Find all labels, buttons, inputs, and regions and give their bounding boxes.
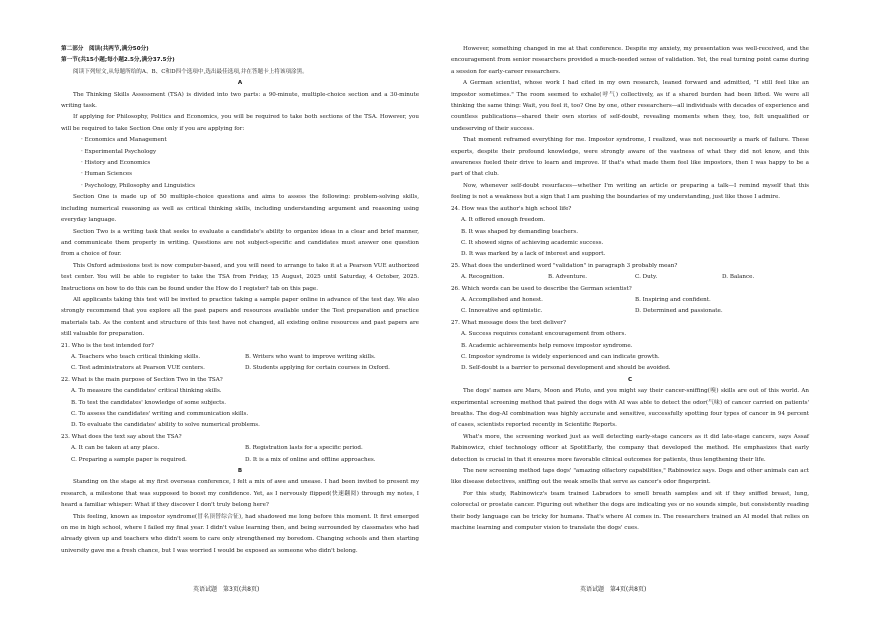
question-24-options (451, 215, 809, 261)
course-bullet: · Psychology, Philosophy and Linguistics (81, 182, 195, 189)
option: C. It showed signs of achieving academic success. (461, 239, 604, 246)
passage-b-paragraph: That moment reframed everything for me. Impostor syndrome, I realized, was not necessarily a mark of failure. These experts, despite their profound knowledge, were strongly aware of the vastness of what they did not know, and this awareness fueled their drive to learn and improve. If that's what made them feel like impostors, then I was happy to be a part of that club. (451, 137, 809, 178)
passage-c-paragraph: The dogs' names are Mars, Moon and Pluto, and you might say their cancer-sniffing(嗅) skills are out of this world. An experimental screening method that paired the dogs with AI was able to detect the odor(气味) of cancer carried on patients' breaths. The dog-AI combination was highly accurate and sensitive, successfully spotting four types of cancer in 94 percent of cases, scientists reported recently in Scientific Reports. (451, 388, 809, 429)
course-bullet: · Human Sciences (81, 171, 133, 178)
course-bullet: · Experimental Psychology (81, 148, 157, 155)
option: B. Inspiring and confident. (635, 296, 711, 303)
passage-a-label: A (237, 80, 243, 87)
course-bullet: · Economics and Management (81, 137, 167, 144)
passage-b-paragraph: Now, whenever self-doubt resurfaces—whether I'm writing an article or preparing a talk—I remind myself that this feeling is not a weakness but a sign that I am pushing the boundaries of my understanding, just like those I admire. (451, 182, 809, 201)
instruction: 阅读下列短文,从每题所给的A、B、C和D四个选项中,选出最佳选项,并在答题卡上将该项涂黑。 (73, 68, 308, 75)
option: C. To assess the candidates' writing and communication skills. (71, 411, 249, 417)
section-title: 第二部分 阅读(共两节,满分50分) (61, 46, 149, 52)
question-23: 23. What does the text say about the TSA? (61, 433, 182, 440)
option: A. Accomplished and honest. (461, 296, 543, 303)
option: B. It was shaped by demanding teachers. (461, 228, 578, 235)
passage-c-paragraph: The new screening method taps dogs' "amazing olfactory capabilities," Rabinowicz says. Dogs and other animals can act like disease detectives, sniffing out the weak smells that serve as cancer's odor fingerprint. (451, 468, 809, 486)
passage-a-paragraph: If applying for Philosophy, Politics and Economics, you will be required to take both sections of the TSA. However, you will be required to take Section One only if you are applying for: (61, 114, 419, 132)
option: A. It offered enough freedom. (461, 217, 546, 224)
option: C. Duty. (635, 274, 658, 281)
question-23-options (61, 443, 419, 466)
option: D. Self-doubt is a barrier to personal development and should be avoided. (461, 365, 671, 372)
option: B. Adventure. (548, 274, 587, 281)
page-footer-right: 英语试题 第4页(共8页) (580, 586, 647, 593)
passage-c-paragraph: What's more, the screening worked just as well detecting early-stage cancers as it did late-stage cancers, says Assaf Rabinowicz, chief technology officer at SpotitEarly, the company that developed the method. He emphasizes that early detection is crucial in that it ensures more favorable clinical outcomes for patients, thus lengthening their life. (451, 433, 809, 463)
page-footer-left: 英语试题 第3页(共8页) (193, 586, 260, 593)
subsection-title: 第一节(共15小题;每小题2.5分,满分37.5分) (61, 57, 175, 64)
option: D. Students applying for certain courses in Oxford. (245, 365, 390, 372)
option: D. Determined and passionate. (635, 308, 723, 315)
passage-a-paragraph: Section One is made up of 50 multiple-choice questions and aims to assess the following: problem-solving skills, including numerical reasoning as well as critical thinking skills, including understanding argument and reasoning using everyday language. (61, 194, 419, 224)
question-22: 22. What is the main purpose of Section Two in the TSA? (61, 376, 223, 383)
option: B. To test the candidates' knowledge of some subjects. (71, 399, 227, 406)
passage-c-label: C (627, 376, 633, 383)
option: A. It can be taken at any place. (71, 445, 160, 452)
question-22-options (61, 386, 419, 432)
option: A. Teachers who teach critical thinking skills. (71, 353, 201, 360)
option: A. Success requires constant encouragement from others. (461, 331, 627, 338)
right-column (451, 44, 809, 534)
option: C. Test administrators at Pearson VUE centers. (71, 365, 205, 372)
option: C. Innovative and optimistic. (461, 308, 543, 315)
option: D. To evaluate the candidates' ability to solve numerical problems. (71, 422, 260, 429)
option: A. Recognition. (461, 274, 505, 281)
passage-b-paragraph: However, something changed in me at that conference. Despite my anxiety, my presentation was well-received, and the encouragement from senior researchers provided a much-needed sense of validation. Yet, the real turning point came during a session for early-career researchers. (451, 46, 809, 75)
passage-c-paragraph: For this study, Rabinowicz's team trained Labradors to smell breath samples and sit if they sniffed breast, lung, colorectal or prostate cancer. Figuring out whether the dogs are indicating yes or no sounds simple, but consistently reading their body language can be tricky for humans. That's where AI comes in. The researchers trained an AI model that relies on machine learning and computer vision to translate the dogs' cues. (451, 490, 809, 532)
question-26: 26. Which words can be used to describe the German scientist? (451, 285, 632, 292)
passage-b-paragraph: This feeling, known as impostor syndrome(冒名顶替综合征), had shadowed me long before this moment. It first emerged on me in high school, where I failed my final year. I didn't value learning then, and being surrounded by classmates who had already given up and teachers who didn't seem to care only strengthened my boredom. Changing schools and then starting university gave me a fresh chance, but I was worried I would be exposed as someone who didn't belong. (61, 513, 419, 554)
option: D. It is a mix of online and offline approaches. (245, 456, 376, 463)
passage-b-label: B (237, 468, 243, 475)
question-24: 24. How was the author's high school life? (451, 205, 572, 212)
question-21: 21. Who is the test intended for? (61, 342, 154, 349)
question-25-options (451, 272, 809, 283)
option: A. To measure the candidates' critical thinking skills. (71, 388, 222, 395)
option: C. Impostor syndrome is widely experienced and can indicate growth. (461, 353, 660, 360)
option: D. Balance. (722, 274, 755, 281)
passage-b-paragraph: A German scientist, whose work I had cited in my own research, leaned forward and admitted, "I still feel like an impostor sometimes." The room seemed to exhale(呼气) collectively, as if a shared burden had been lifted. We were all thinking the same thing: Wait, you feel it, too? One by one, other researchers—all individuals with decades of experience and countless publications—shared their own stories of self-doubt, revealing moments when they, too, felt unqualified or undeserving of their success. (451, 80, 809, 132)
passage-b-paragraph: Standing on the stage at my first overseas conference, I felt a mix of awe and unease. I had been invited to present my research, a milestone that was supposed to boost my confidence. Yet, as I nervously flipped(快速翻阅) through my notes, I heard a familiar whisper: What if they discover I don't truly belong here? (61, 479, 419, 509)
option: B. Registration lasts for a specific period. (245, 445, 363, 452)
question-25: 25. What does the underlined word "validation" in paragraph 3 probably mean? (451, 262, 678, 269)
question-26-options (451, 295, 809, 318)
passage-a-paragraph: Section Two is a writing task that seeks to evaluate a candidate's ability to organize ideas in a clear and brief manner, and communicate them properly in writing. Questions are not subject-specific and candidates must answer one question from a choice of four. (61, 228, 419, 258)
question-21-options (61, 352, 419, 375)
option: C. Preparing a sample paper is required. (71, 456, 187, 463)
left-column (61, 44, 419, 557)
passage-a-paragraph: This Oxford admissions test is now computer-based, and you will need to arrange to take it at a Pearson VUE authorized test center. You will be able to register to take the TSA from Friday, 15 August, 2025 until Saturday, 4 October, 2025. Instructions on how to do this can be found under the How do I register? tab on this page. (61, 262, 419, 292)
question-27: 27. What message does the text deliver? (451, 319, 566, 326)
option: D. It was marked by a lack of interest and support. (461, 251, 606, 258)
option: B. Writers who want to improve writing skills. (245, 353, 376, 360)
question-27-options (451, 329, 809, 375)
course-bullet: · History and Economics (81, 160, 151, 167)
option: B. Academic achievements help remove impostor syndrome. (461, 342, 633, 349)
passage-a-paragraph: The Thinking Skills Assessment (TSA) is divided into two parts: a 90-minute, multiple-choice section and a 30-minute writing task. (61, 91, 419, 110)
passage-a-paragraph: All applicants taking this test will be invited to practice taking a sample paper online in advance of the test day. We also strongly recommend that you explore all the past papers and resources available under the Test preparation and practice materials tab. As the content and structure of this test have not changed, all existing online resources and past papers are still valuable for preparation. (61, 296, 419, 338)
